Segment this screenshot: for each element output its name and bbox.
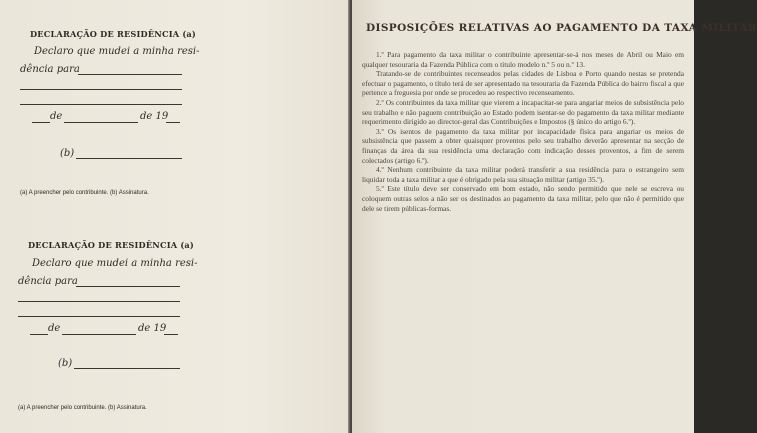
form2-footnote: (a) A preencher pelo contribuinte. (b) Assinatura. (18, 405, 147, 411)
form2-line2: dência para (18, 276, 78, 287)
paragraph-3: 3.º Os isentos de pagamento da taxa militar por incapacidade física para angariar os meios de subsistência que passem a obter quaisquer proventos pelo seu trabalho deverão apresentar na secção de finanças da área da sua residência uma declaração com indicação desses proventos, a fim de serem colectados (artigo 6.º). (362, 126, 684, 165)
form1-month-field[interactable] (64, 122, 138, 123)
left-page (0, 0, 350, 433)
form2-year-field[interactable] (164, 334, 178, 335)
paragraph-4: 4.º Nenhum contribuinte da taxa militar poderá transferir a sua residência para o estrangeiro sem liquidar toda a taxa militar a que é obrigado pela sua situação militar (artigo 35.º). (362, 165, 684, 184)
form2-address-line-3[interactable] (18, 316, 180, 317)
form1-footnote: (a) A preencher pelo contribuinte. (b) Assinatura. (20, 190, 149, 196)
form1-address-line-3[interactable] (20, 104, 182, 105)
form1-signature-marker: (b) (60, 148, 75, 159)
form1-day-field[interactable] (32, 122, 50, 123)
form1-year-field[interactable] (166, 122, 180, 123)
dispositions-text (362, 50, 684, 213)
form1-address-line-1[interactable] (78, 74, 182, 75)
form1-line1: Declaro que mudei a minha resi- (34, 46, 200, 57)
form2-day-field[interactable] (30, 334, 48, 335)
form2-signature-field[interactable] (74, 368, 180, 369)
form2-de19-label: de 19 (138, 323, 167, 334)
right-page (352, 0, 757, 433)
form1-heading: DECLARAÇÃO DE RESIDÊNCIA (a) (30, 29, 196, 39)
form1-line2: dência para (20, 64, 80, 75)
form1-de19-label: de 19 (140, 111, 169, 122)
form2-month-field[interactable] (62, 334, 136, 335)
form2-line1: Declaro que mudei a minha resi- (32, 258, 198, 269)
paragraph-2: 2.º Os contribuintes da taxa militar que vierem a incapacitar-se para angariar meios de subsistência pelo seu trabalho e não paguem contribuição ao Estado podem isentar-se do pagamento da taxa militar mediante requerimento dirigido ao director-geral das Contribuições e Impostos (§ único do artigo 6.º). (362, 97, 684, 127)
right-page-title: DISPOSIÇÕES RELATIVAS AO PAGAMENTO DA TAXA MILITAR (366, 22, 757, 34)
form2-heading: DECLARAÇÃO DE RESIDÊNCIA (a) (28, 240, 194, 250)
form1-address-line-2[interactable] (20, 89, 182, 90)
form2-address-line-2[interactable] (18, 301, 180, 302)
form2-de-label: de (48, 323, 61, 334)
form2-signature-marker: (b) (58, 358, 73, 369)
paragraph-1b: Tratando-se de contribuintes recenseados pelas cidades de Lisboa e Porto quando nestas se pretenda efectuar o pagamento, o título terá de ser apresentado na tesouraria da Fazenda Pública do bairro fiscal a que pertence a freguesia por onde se procedeu ao respectivo recenseamento. (362, 69, 684, 98)
paragraph-1: 1.º Para pagamento da taxa militar o contribuinte apresentar-se-á nos meses de Abril ou Maio em qualquer tesouraria da Fazenda Pública com o título modelo n.º 5 ou n.º 13. (362, 50, 684, 69)
form2-address-line-1[interactable] (76, 286, 180, 287)
form1-signature-field[interactable] (76, 158, 182, 159)
paragraph-5: 5.º Este título deve ser conservado em bom estado, não sendo permitido que nele se escreva ou coloquem outras selos a não ser os destinados ao pagamento da taxa militar, pelo que não é permitido que dele se tirem públicas-formas. (362, 184, 684, 213)
form1-de-label: de (50, 111, 63, 122)
